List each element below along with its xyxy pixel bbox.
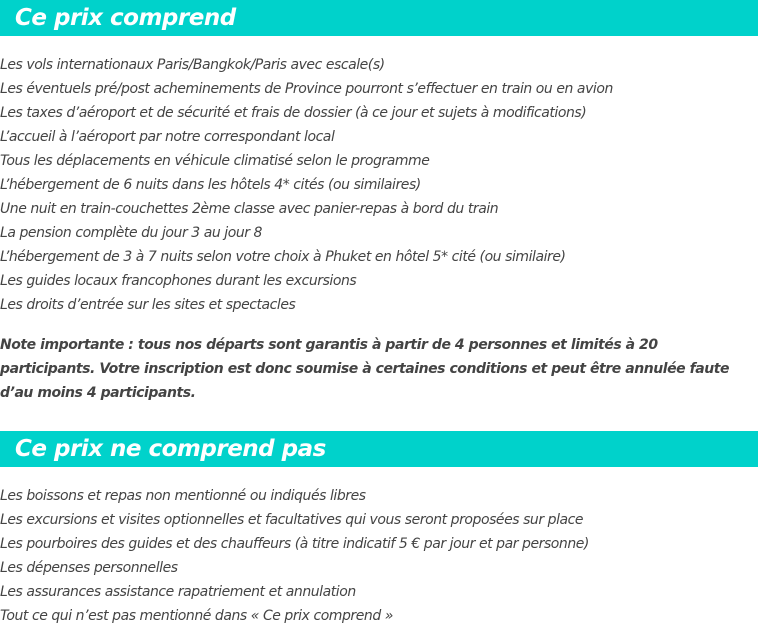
section-header-excluded: Ce prix ne comprend pas (0, 431, 758, 467)
list-item: Les droits d’entrée sur les sites et spectacles (0, 297, 296, 313)
list-item: Les excursions et visites optionnelles et facultatives qui vous seront proposées sur place (0, 512, 584, 528)
list-item: Les boissons et repas non mentionné ou indiqués libres (0, 488, 366, 504)
list-item: Les dépenses personnelles (0, 560, 178, 576)
list-item: Les éventuels pré/post acheminements de Province pourront s’effectuer en train ou en avion (0, 81, 613, 97)
list-item: Une nuit en train-couchettes 2ème classe avec panier-repas à bord du train (0, 201, 499, 217)
section-header-included: Ce prix comprend (0, 0, 758, 36)
list-item: Les vols internationaux Paris/Bangkok/Paris avec escale(s) (0, 57, 385, 73)
list-item: L’accueil à l’aéroport par notre correspondant local (0, 129, 335, 145)
excluded-list (0, 484, 589, 628)
list-item: La pension complète du jour 3 au jour 8 (0, 225, 263, 241)
list-item: Les taxes d’aéroport et de sécurité et frais de dossier (à ce jour et sujets à modifications) (0, 105, 587, 121)
included-list (0, 53, 613, 317)
list-item: Tout ce qui n’est pas mentionné dans « Ce prix comprend » (0, 608, 393, 624)
list-item: Les guides locaux francophones durant les excursions (0, 273, 357, 289)
list-item: Tous les déplacements en véhicule climatisé selon le programme (0, 153, 430, 169)
list-item: Les pourboires des guides et des chauffeurs (à titre indicatif 5 € par jour et par personne) (0, 536, 589, 552)
list-item: Les assurances assistance rapatriement et annulation (0, 584, 356, 600)
list-item: L’hébergement de 3 à 7 nuits selon votre choix à Phuket en hôtel 5* cité (ou similaire) (0, 249, 566, 265)
list-item: L’hébergement de 6 nuits dans les hôtels 4* cités (ou similaires) (0, 177, 421, 193)
important-note: Note importante : tous nos départs sont garantis à partir de 4 personnes et limités à 20 participants. Votre inscription est donc soumise à certaines conditions et peut être annulée faute d’au moins 4 participants. (0, 337, 730, 401)
